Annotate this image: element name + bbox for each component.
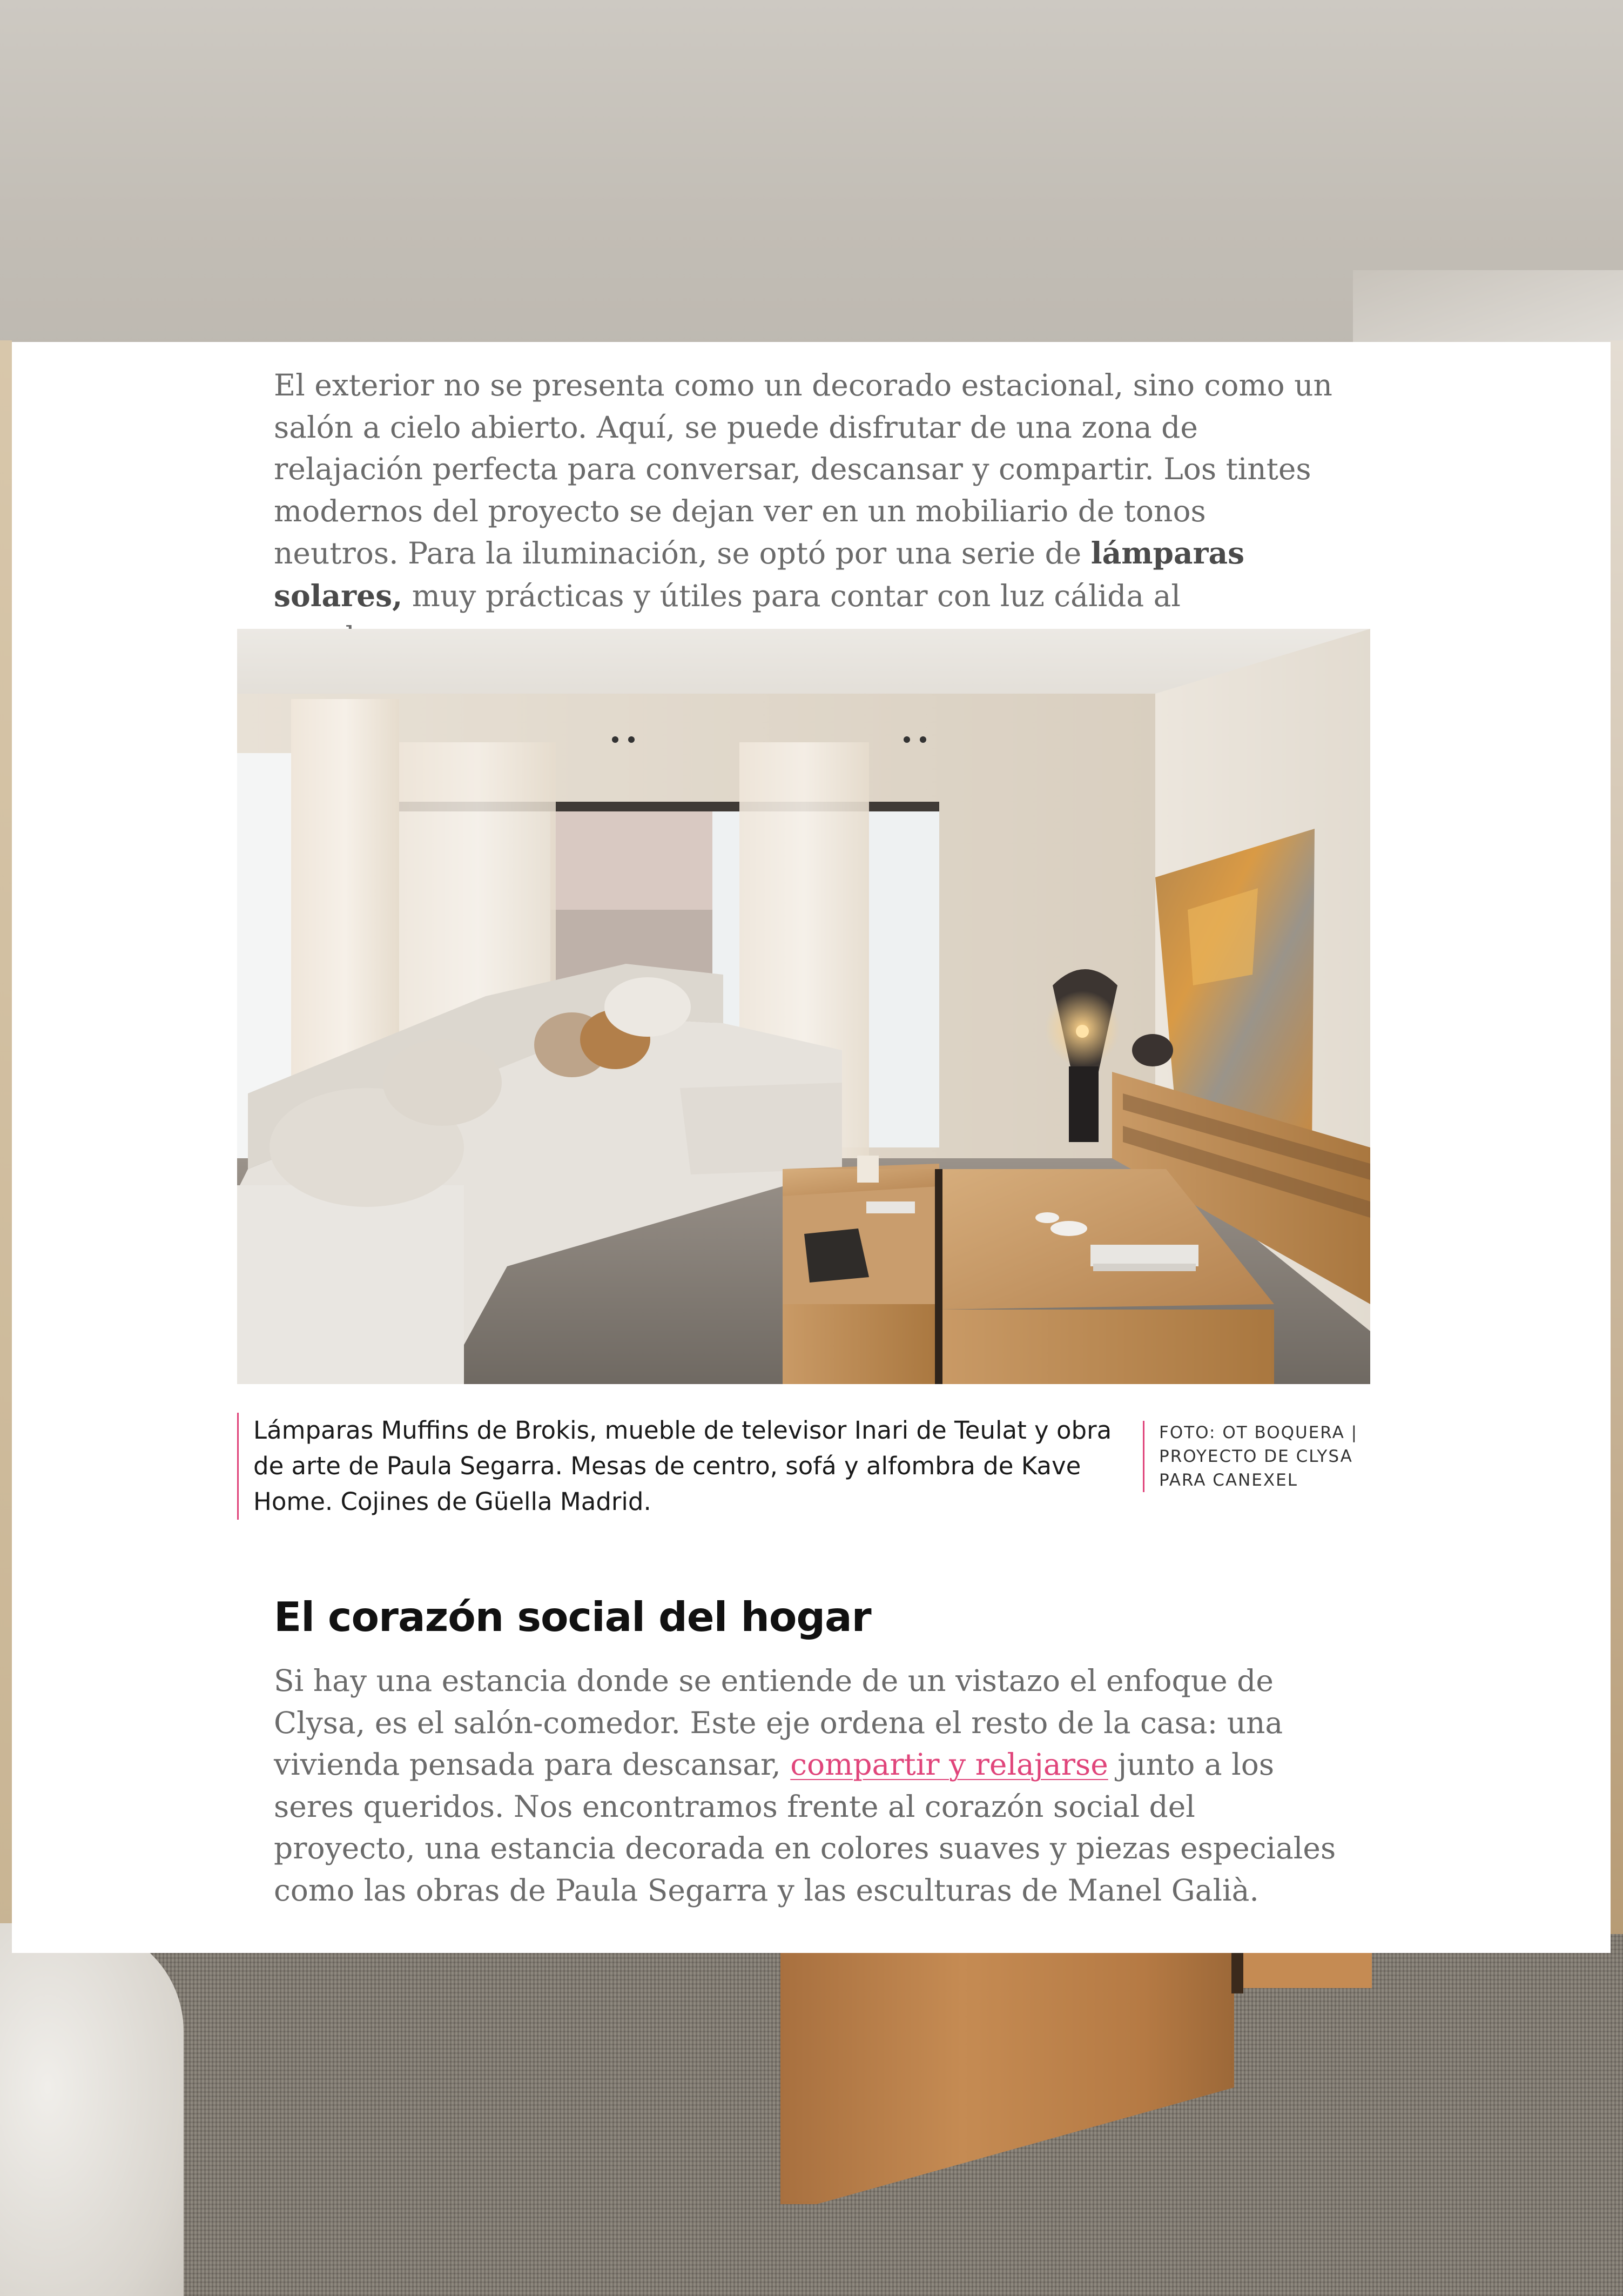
- section-heading: El corazón social del hogar: [274, 1593, 871, 1641]
- living-room-photo: [237, 629, 1370, 1384]
- bg-sofa: [0, 1923, 184, 2296]
- inline-link-compartir[interactable]: compartir y relajarse: [790, 1747, 1108, 1782]
- intro-paragraph: [274, 365, 1338, 659]
- section-text-before: Si hay una estancia donde se entiende de un vistazo el enfoque de Clysa, es el salón-comedor. Este eje ordena el resto de la casa: una vivienda pensada para descansar,: [274, 1663, 1283, 1782]
- bg-left-wall: [0, 340, 12, 1961]
- bg-right-wall: [1610, 340, 1623, 1961]
- intro-text-before: El exterior no se presenta como un decorado estacional, sino como un salón a cielo abierto. Aquí, se puede disfrutar de una zona de relajación perfecta para conversar, descansar y compartir. Los tintes modernos del proyecto se dejan ver en un mobiliario de tonos neutros. Para la iluminación, se optó por una serie de: [274, 368, 1332, 570]
- section-paragraph: [274, 1660, 1338, 1911]
- article-card: [12, 342, 1611, 1953]
- photo-credit: FOTO: OT BOQUERA | PROYECTO DE CLYSA PARA CANEXEL: [1143, 1421, 1375, 1492]
- section-text-after: junto a los seres queridos. Nos encontramos frente al corazón social del proyecto, una estancia decorada en colores suaves y piezas especiales como las obras de Paula Segarra y las esculturas de Manel Galià.: [274, 1747, 1336, 1908]
- living-room-photo-illustration: [237, 629, 1370, 1384]
- intro-bold-text: lámparas solares,: [274, 535, 1245, 613]
- photo-caption: Lámparas Muffins de Brokis, mueble de televisor Inari de Teulat y obra de arte de Paula Segarra. Mesas de centro, sofá y alfombra de Kave Home. Cojines de Güella Madrid.: [237, 1413, 1144, 1520]
- intro-text-after: muy prácticas y útiles para contar con luz cálida al: [412, 578, 1181, 613]
